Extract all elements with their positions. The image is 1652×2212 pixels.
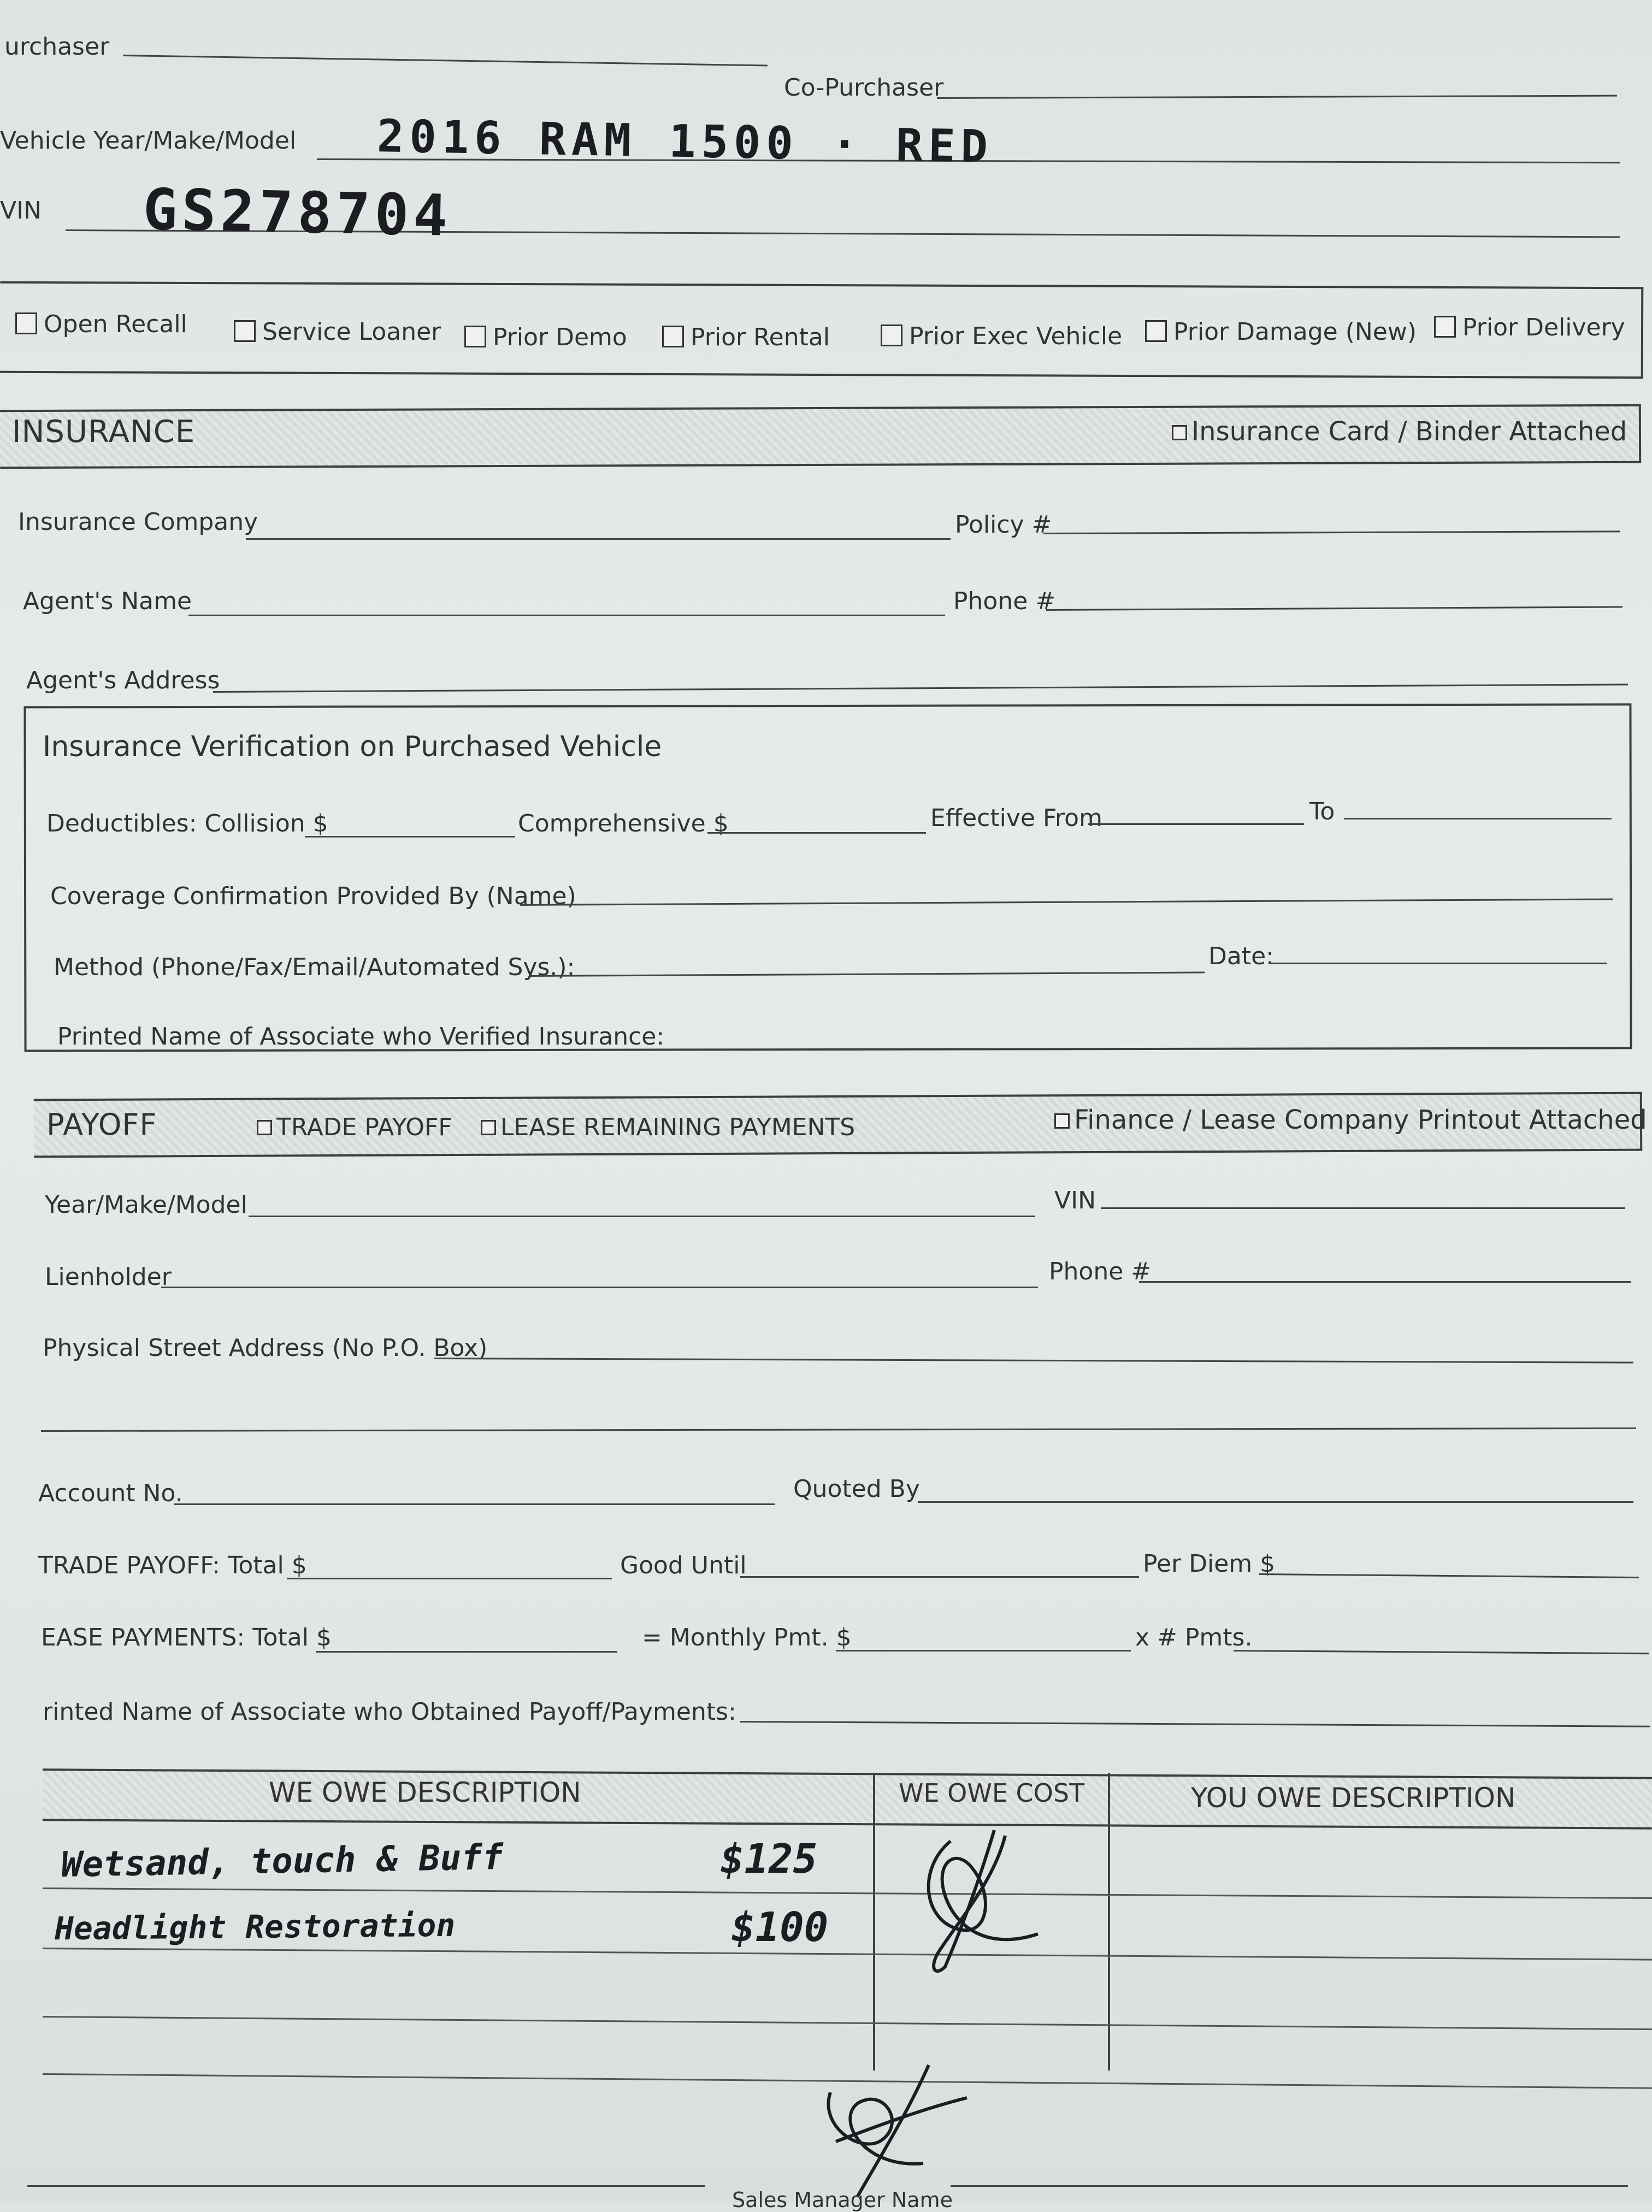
lease-remaining-option[interactable]: LEASE REMAINING PAYMENTS xyxy=(481,1113,855,1141)
account-no-label: Account No. xyxy=(38,1479,183,1507)
trade-total-line[interactable] xyxy=(287,1578,612,1579)
sales-manager-label: Sales Manager Name xyxy=(732,2188,953,2212)
monthly-pmt-line[interactable] xyxy=(836,1650,1131,1651)
quoted-by-label: Quoted By xyxy=(793,1475,920,1503)
agent-address-label: Agent's Address xyxy=(26,666,220,694)
coverage-label: Coverage Confirmation Provided By (Name) xyxy=(50,882,576,910)
street-address-line-2[interactable] xyxy=(41,1428,1636,1432)
good-until-line[interactable] xyxy=(740,1576,1139,1578)
flag-service-loaner[interactable]: Service Loaner xyxy=(234,318,441,346)
lease-total-line[interactable] xyxy=(316,1651,617,1653)
checkbox-icon[interactable] xyxy=(881,325,902,346)
payoff-title: PAYOFF xyxy=(46,1107,157,1142)
owe-table-row-line-3 xyxy=(43,2016,1652,2030)
payoff-vin-label: VIN xyxy=(1054,1187,1096,1214)
checkbox-icon[interactable] xyxy=(234,320,256,342)
policy-line[interactable] xyxy=(1043,530,1620,534)
street-address-line[interactable] xyxy=(434,1358,1633,1364)
initials-signature xyxy=(912,1819,1054,1978)
agent-phone-line[interactable] xyxy=(1046,606,1622,611)
payoff-associate-label: rinted Name of Associate who Obtained Payoff/Payments: xyxy=(43,1698,736,1726)
comprehensive-line[interactable] xyxy=(707,832,926,834)
checkbox-icon[interactable] xyxy=(481,1120,496,1135)
collision-line[interactable] xyxy=(305,836,515,837)
insurance-company-label: Insurance Company xyxy=(18,508,258,536)
flag-prior-demo[interactable]: Prior Demo xyxy=(464,323,627,351)
account-no-line[interactable] xyxy=(174,1503,775,1505)
flag-prior-delivery[interactable]: Prior Delivery xyxy=(1434,314,1625,341)
flag-prior-rental[interactable]: Prior Rental xyxy=(662,323,830,351)
footer-line-right[interactable] xyxy=(951,2185,1628,2187)
date-line[interactable] xyxy=(1268,963,1607,964)
verified-associate-label: Printed Name of Associate who Verified Insurance: xyxy=(57,1023,665,1051)
owe-table-row-line-2 xyxy=(43,1948,1652,1961)
purchaser-label: urchaser xyxy=(4,33,110,61)
payoff-associate-line[interactable] xyxy=(740,1721,1650,1727)
agent-name-line[interactable] xyxy=(188,615,945,616)
copurchaser-line[interactable] xyxy=(937,95,1617,99)
checkbox-icon[interactable] xyxy=(15,312,37,334)
manager-signature xyxy=(814,2060,978,2203)
checkbox-icon[interactable] xyxy=(257,1120,272,1135)
flag-prior-exec-vehicle[interactable]: Prior Exec Vehicle xyxy=(881,322,1122,350)
lienholder-label: Lienholder xyxy=(45,1263,172,1291)
trade-payoff-option[interactable]: TRADE PAYOFF xyxy=(257,1113,452,1141)
flag-prior-damage-new[interactable]: Prior Damage (New) xyxy=(1145,318,1417,346)
agent-address-line[interactable] xyxy=(213,683,1628,693)
vin-label: VIN xyxy=(0,197,42,225)
payoff-ymm-line[interactable] xyxy=(249,1216,1035,1217)
trade-total-label: TRADE PAYOFF: Total $ xyxy=(38,1552,307,1579)
per-diem-line[interactable] xyxy=(1259,1573,1639,1578)
effective-from-line[interactable] xyxy=(1088,823,1304,825)
checkbox-icon[interactable] xyxy=(662,326,684,347)
num-pmts-label: x # Pmts. xyxy=(1135,1624,1253,1651)
lienholder-phone-line[interactable] xyxy=(1139,1281,1631,1283)
lienholder-phone-label: Phone # xyxy=(1049,1258,1152,1285)
checkbox-icon[interactable] xyxy=(1172,425,1187,440)
payoff-ymm-label: Year/Make/Model xyxy=(45,1191,247,1219)
comprehensive-label: Comprehensive $ xyxy=(518,810,729,837)
checkbox-icon[interactable] xyxy=(1145,320,1167,342)
quoted-by-line[interactable] xyxy=(918,1501,1633,1503)
checkbox-icon[interactable] xyxy=(464,326,486,347)
checkbox-icon[interactable] xyxy=(1054,1113,1070,1129)
insurance-title: INSURANCE xyxy=(12,414,196,450)
street-address-label: Physical Street Address (No P.O. Box) xyxy=(43,1334,488,1362)
policy-label: Policy # xyxy=(955,511,1052,539)
lienholder-line[interactable] xyxy=(161,1287,1038,1288)
purchaser-line[interactable] xyxy=(123,55,768,67)
payoff-vin-line[interactable] xyxy=(1101,1207,1625,1209)
num-pmts-line[interactable] xyxy=(1234,1650,1649,1654)
insurance-card-binder[interactable]: Insurance Card / Binder Attached xyxy=(1172,416,1627,447)
flag-open-recall[interactable]: Open Recall xyxy=(15,310,187,338)
owe-table-divider-1 xyxy=(873,1773,875,2071)
we-owe-row-2-cost: $100 xyxy=(731,1904,829,1951)
owe-table-row-line-1 xyxy=(43,1887,1652,1899)
you-owe-description-header: YOU OWE DESCRIPTION xyxy=(1191,1782,1516,1814)
to-label: To xyxy=(1309,798,1335,825)
agent-phone-label: Phone # xyxy=(953,587,1056,615)
footer-line-left[interactable] xyxy=(27,2185,705,2187)
agent-name-label: Agent's Name xyxy=(23,587,192,615)
we-owe-description-header: WE OWE DESCRIPTION xyxy=(269,1777,581,1808)
to-line[interactable] xyxy=(1344,818,1612,819)
vehicle-value: 2016 RAM 1500 · RED xyxy=(376,110,994,173)
we-owe-row-2-description: Headlight Restoration xyxy=(54,1906,456,1948)
monthly-pmt-label: = Monthly Pmt. $ xyxy=(642,1624,852,1651)
good-until-label: Good Until xyxy=(620,1552,747,1579)
effective-from-label: Effective From xyxy=(930,804,1102,832)
copurchaser-label: Co-Purchaser xyxy=(784,74,944,102)
we-owe-cost-header: WE OWE COST xyxy=(899,1778,1085,1808)
insurance-company-line[interactable] xyxy=(246,538,951,540)
lease-total-label: EASE PAYMENTS: Total $ xyxy=(41,1624,332,1651)
we-owe-row-1-cost: $125 xyxy=(720,1836,818,1883)
printout-attached-option[interactable]: Finance / Lease Company Printout Attached xyxy=(1054,1105,1647,1135)
verification-title: Insurance Verification on Purchased Vehicle xyxy=(43,730,662,763)
vin-value: GS278704 xyxy=(142,176,453,249)
vehicle-label: Vehicle Year/Make/Model xyxy=(0,127,297,155)
per-diem-label: Per Diem $ xyxy=(1143,1550,1276,1578)
date-label: Date: xyxy=(1208,942,1274,970)
method-label: Method (Phone/Fax/Email/Automated Sys.): xyxy=(54,953,575,981)
checkbox-icon[interactable] xyxy=(1434,316,1456,338)
we-owe-row-1-description: Wetsand, touch & Buff xyxy=(61,1837,504,1886)
collision-label: Deductibles: Collision $ xyxy=(46,810,328,837)
